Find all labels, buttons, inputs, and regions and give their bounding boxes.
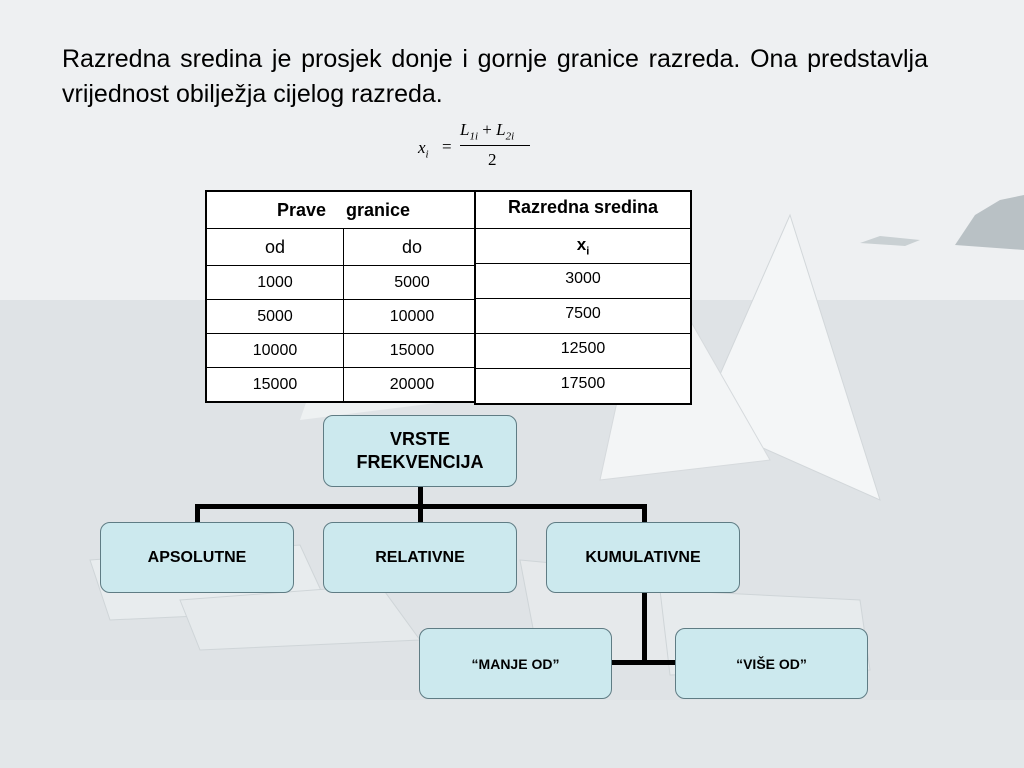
connector-cum-down	[642, 504, 647, 522]
relative-box: RELATIVNE	[323, 522, 517, 593]
from-cell: 15000	[206, 368, 344, 403]
midpoint-symbol: $x_i$	[475, 229, 691, 264]
connector-cum-trunk	[642, 592, 647, 664]
from-cell: 5000	[206, 300, 344, 334]
col-to-header: do	[344, 229, 482, 266]
formula-equals: =	[442, 137, 452, 156]
to-cell: 10000	[344, 300, 482, 334]
midpoint-cell: 17500	[475, 369, 691, 405]
connector-rel-down	[418, 504, 423, 522]
intro-paragraph: Razredna sredina je prosjek donje i gornje granice razreda. Ona predstavlja vrijednost obilježja cijelog razreda.	[62, 45, 928, 108]
class-midpoint-table	[474, 190, 692, 405]
formula-lhs: $x_i$	[418, 138, 429, 161]
absolute-box: APSOLUTNE	[100, 522, 294, 593]
midpoint-cell: 7500	[475, 299, 691, 334]
table-row	[206, 368, 481, 403]
to-cell: 5000	[344, 266, 482, 300]
midpoint-cell: 12500	[475, 334, 691, 369]
to-cell: 15000	[344, 334, 482, 368]
from-cell: 1000	[206, 266, 344, 300]
formula-numerator: $L_{1i} + L_{2i}$	[460, 120, 515, 143]
table-row	[475, 299, 691, 334]
more-than-box: “VIŠE OD”	[675, 628, 868, 699]
table-row	[206, 334, 481, 368]
formula-denominator: 2	[488, 150, 497, 169]
midpoint-header: Razredna sredina	[475, 191, 691, 229]
formula-fraction-bar	[460, 145, 530, 146]
midpoint-formula	[416, 120, 536, 176]
connector-sub-horizontal	[608, 660, 678, 665]
col-from-header: od	[206, 229, 344, 266]
class-limits-table	[205, 190, 482, 403]
table-row	[475, 369, 691, 405]
limits-header: Prave granice	[206, 191, 481, 229]
root-box: VRSTE FREKVENCIJA	[323, 415, 517, 487]
cumulative-box: KUMULATIVNE	[546, 522, 740, 593]
midpoint-cell: 3000	[475, 264, 691, 299]
table-row	[475, 264, 691, 299]
less-than-box: “MANJE OD”	[419, 628, 612, 699]
table-row	[206, 300, 481, 334]
table-row	[206, 266, 481, 300]
table-row	[475, 334, 691, 369]
to-cell: 20000	[344, 368, 482, 403]
from-cell: 10000	[206, 334, 344, 368]
connector-abs-down	[195, 504, 200, 522]
